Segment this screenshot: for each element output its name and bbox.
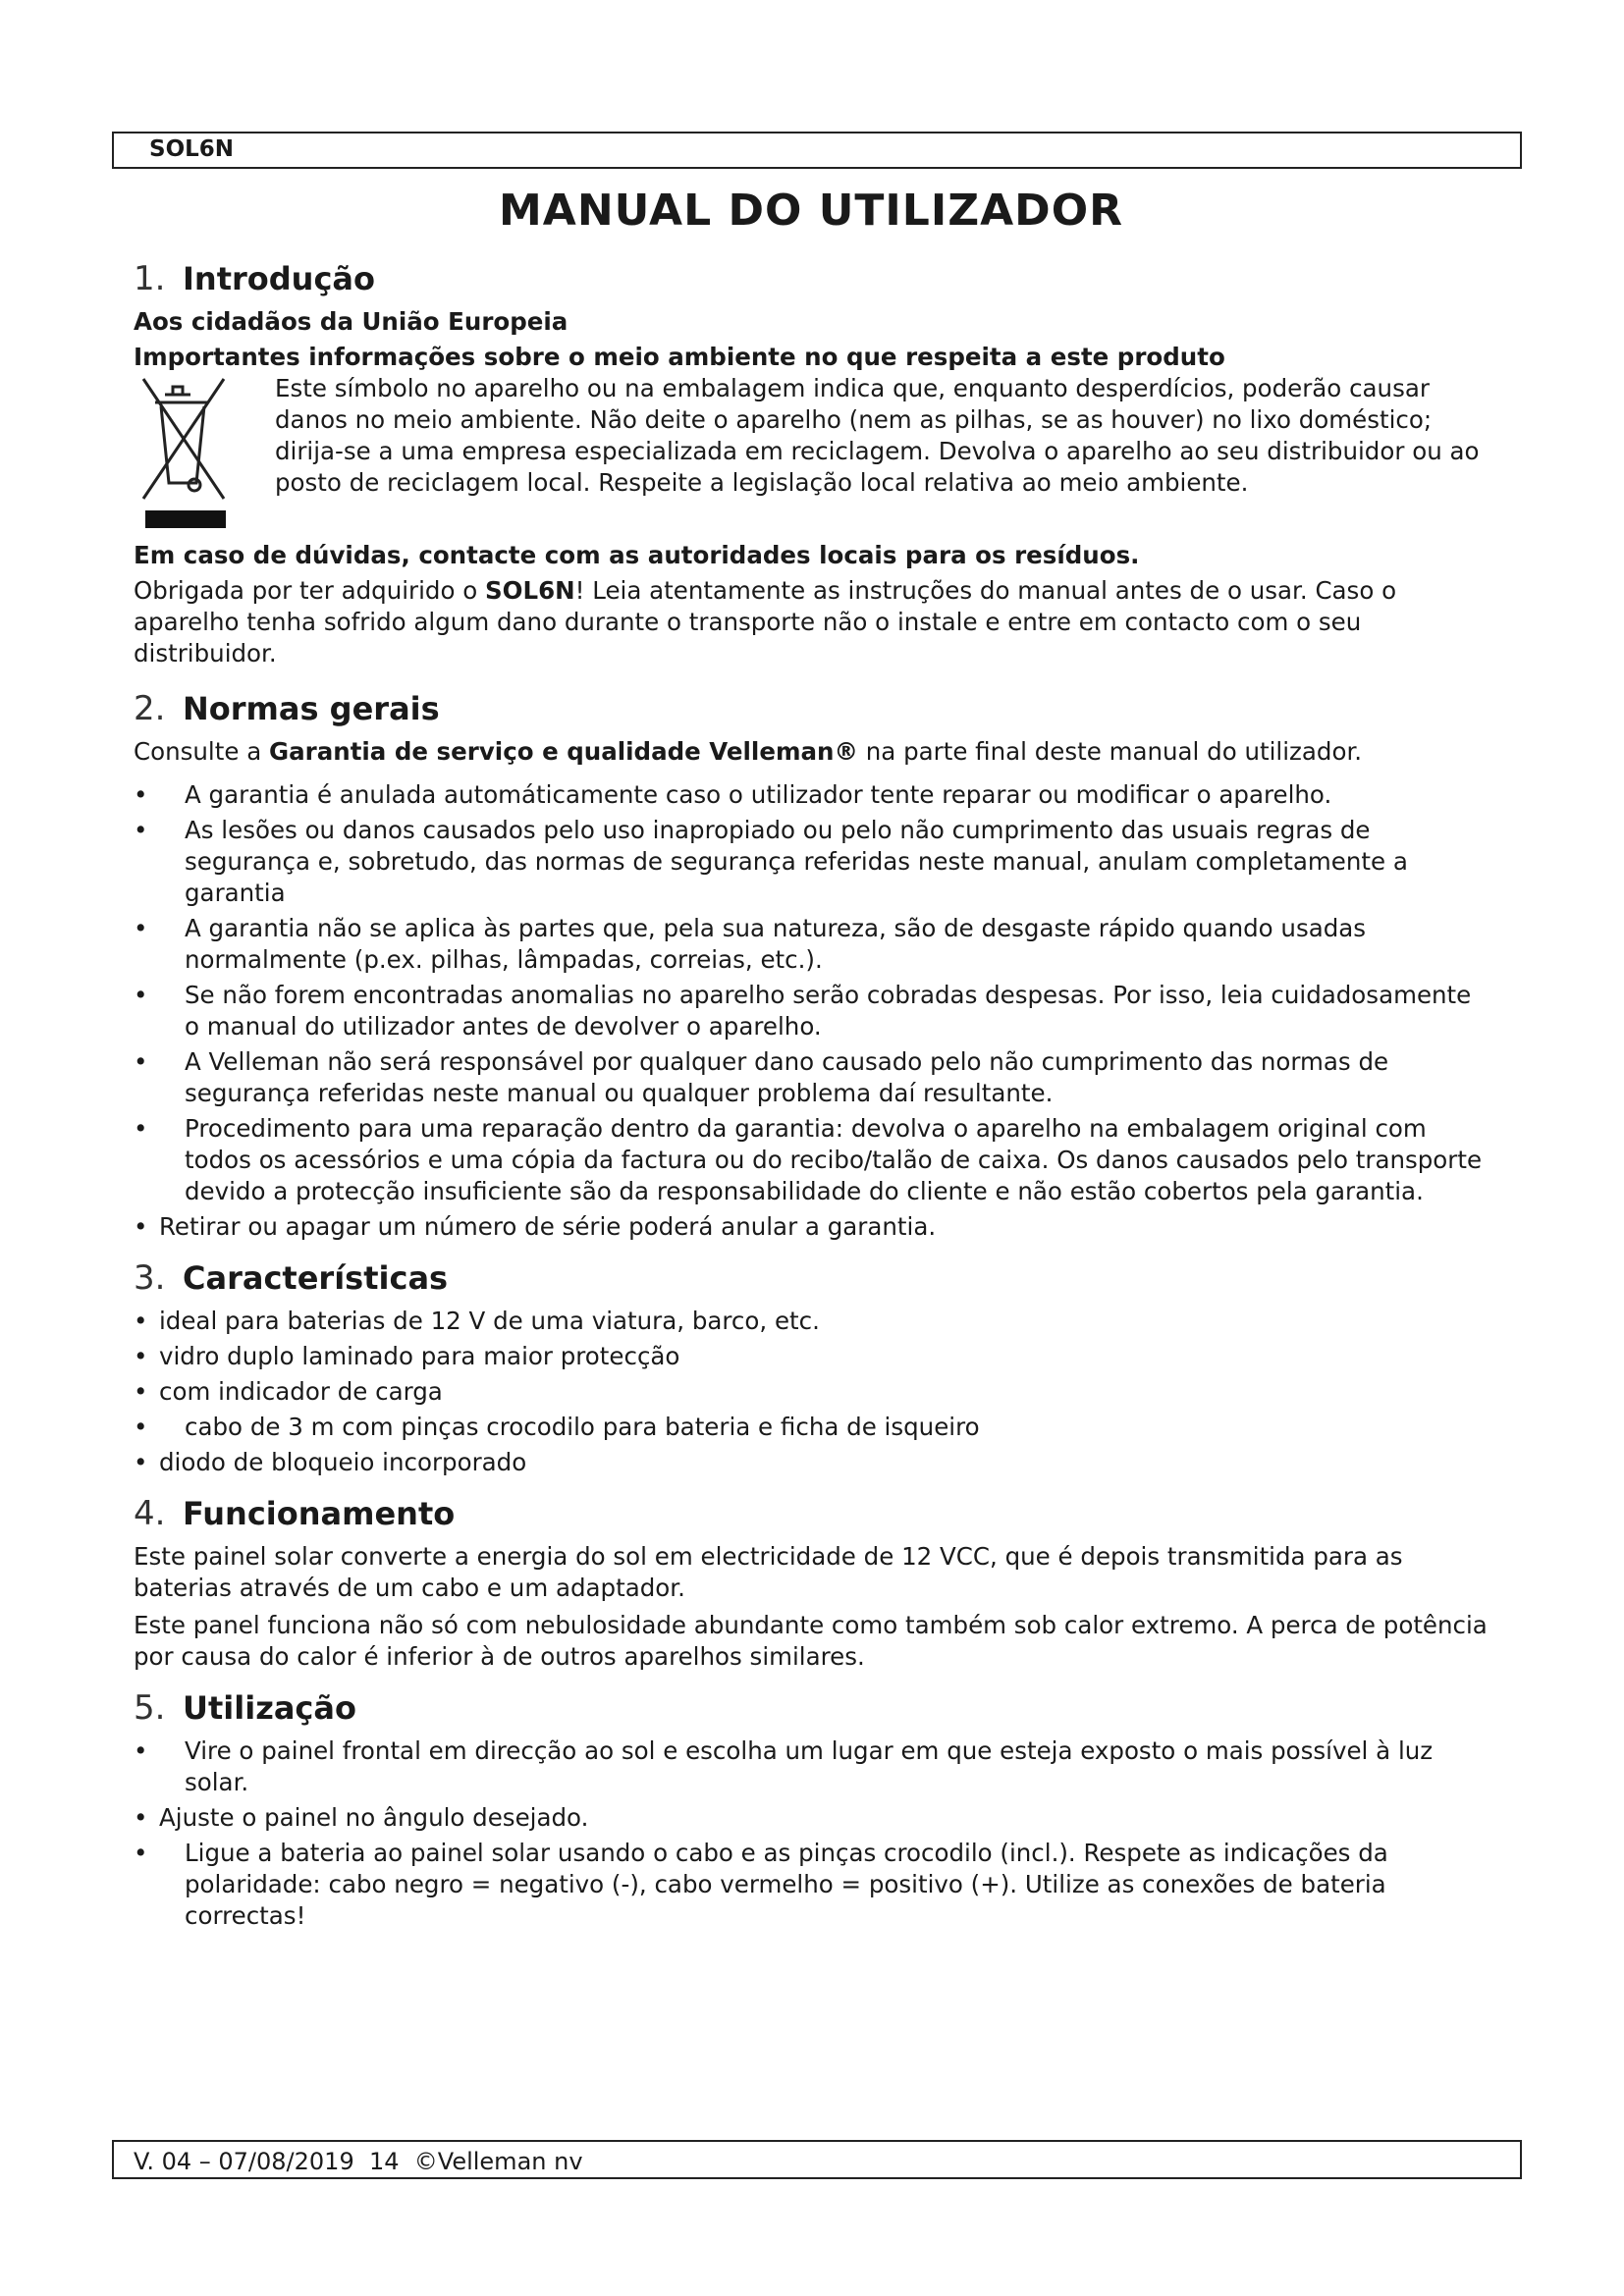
bullet: • [134, 1736, 148, 1765]
list-item [134, 1802, 1489, 1834]
bullet: • [134, 1413, 148, 1441]
list-item-text: Se não forem encontradas anomalias no aparelho serão cobradas despesas. Por isso, leia cuidadosamente o manual do utilizador antes de devolver o aparelho. [185, 981, 1472, 1041]
bullet: • [134, 1047, 148, 1076]
bullet: • [134, 1307, 148, 1335]
section-title: Introdução [183, 260, 375, 297]
list-item [134, 1447, 1489, 1478]
weee-notice [134, 373, 1489, 536]
warranty-intro-start: Consulte a [134, 737, 269, 766]
section-number: 1. [134, 259, 166, 298]
list-item [134, 980, 1489, 1042]
warranty-intro [134, 736, 1489, 768]
eu-heading: Aos cidadãos da União Europeia [134, 307, 568, 336]
section-heading-caracteristicas [134, 1256, 1489, 1300]
list-item-text: com indicador de carga [159, 1377, 443, 1406]
bullet: • [134, 1114, 148, 1143]
section-title: Funcionamento [183, 1495, 456, 1532]
operation-paragraph-2: Este panel funciona não só com nebulosidade abundante como também sob calor extremo. A perca de potência por causa do calor é inferior à de outros aparelhos similares. [134, 1611, 1488, 1671]
bullet: • [134, 1377, 148, 1406]
bullet: • [134, 780, 148, 809]
list-item [134, 1306, 1489, 1337]
bullet: • [134, 1448, 148, 1476]
operation-paragraph-1: Este painel solar converte a energia do sol em electricidade de 12 VCC, que é depois transmitida para as baterias através de um cabo e um adaptador. [134, 1542, 1403, 1602]
section-number: 2. [134, 689, 166, 728]
section-title: Utilização [183, 1689, 356, 1727]
section-title: Características [183, 1259, 449, 1297]
bullet: • [134, 1212, 148, 1241]
features-list [134, 1306, 1489, 1478]
list-item [134, 1113, 1489, 1207]
list-item-text: A Velleman não será responsável por qualquer dano causado pelo não cumprimento das normas de segurança referidas neste manual ou qualquer problema daí resultante. [185, 1047, 1389, 1107]
header-box [112, 132, 1522, 169]
weee-text: Este símbolo no aparelho ou na embalagem indica que, enquanto desperdícios, poderão causar danos no meio ambiente. Não deite o aparelho (nem as pilhas, se as houver) no lixo doméstico; dirija-se a uma empresa especializada em reciclagem. Devolva o aparelho ao seu distribuidor ou ao posto de reciclagem local. Respeite a legislação local relativa ao meio ambiente. [275, 374, 1480, 497]
bullet: • [134, 816, 148, 844]
bullet: • [134, 981, 148, 1009]
bullet: • [134, 1839, 148, 1867]
list-item [134, 779, 1489, 811]
list-item-text: vidro duplo laminado para maior protecção [159, 1342, 680, 1370]
list-item-text: ideal para baterias de 12 V de uma viatura, barco, etc. [159, 1307, 820, 1335]
section-heading-funcionamento [134, 1492, 1489, 1535]
list-item [134, 1341, 1489, 1372]
thanks-text-start: Obrigada por ter adquirido o [134, 576, 486, 605]
thanks-paragraph [134, 575, 1489, 669]
bullet: • [134, 914, 148, 942]
list-item-text: As lesões ou danos causados pelo uso inapropiado ou pelo não cumprimento das usuais regras de segurança e, sobretudo, das normas de segurança referidas neste manual, anulam completamente a garantia [185, 816, 1408, 907]
weee-bin-icon [134, 373, 275, 536]
list-item [134, 913, 1489, 976]
section-heading-utilizacao [134, 1686, 1489, 1730]
list-item [134, 1735, 1489, 1798]
section-heading-normas-gerais [134, 687, 1489, 730]
bullet: • [134, 1342, 148, 1370]
list-item [134, 1046, 1489, 1109]
thanks-model: SOL6N [485, 576, 575, 605]
list-item-text: A garantia é anulada automáticamente caso o utilizador tente reparar ou modificar o aparelho. [185, 780, 1332, 809]
usage-list [134, 1735, 1489, 1932]
section-number: 4. [134, 1494, 166, 1533]
list-item-text: Ajuste o painel no ângulo desejado. [159, 1803, 589, 1832]
document-body [134, 177, 1489, 1936]
list-item [134, 1412, 1489, 1443]
footer-text: V. 04 – 07/08/2019 14 ©Velleman nv [134, 2148, 583, 2175]
list-item-text: diodo de bloqueio incorporado [159, 1448, 527, 1476]
section-number: 3. [134, 1258, 166, 1298]
page-title: MANUAL DO UTILIZADOR [499, 186, 1123, 236]
list-item [134, 1838, 1489, 1932]
section-number: 5. [134, 1688, 166, 1728]
section-title: Normas gerais [183, 690, 440, 727]
list-item-text: Retirar ou apagar um número de série poderá anular a garantia. [159, 1212, 937, 1241]
environment-heading: Importantes informações sobre o meio ambiente no que respeita a este produto [134, 343, 1225, 371]
doubts-note: Em caso de dúvidas, contacte com as autoridades locais para os resíduos. [134, 541, 1140, 569]
model-label: SOL6N [149, 136, 235, 162]
list-item-text: A garantia não se aplica às partes que, pela sua natureza, são de desgaste rápido quando usadas normalmente (p.ex. pilhas, lâmpadas, correias, etc.). [185, 914, 1367, 974]
list-item-text: Vire o painel frontal em direcção ao sol e escolha um lugar em que esteja exposto o mais possível à luz solar. [185, 1736, 1434, 1796]
section-heading-introducao [134, 257, 1489, 300]
list-item-text: Procedimento para uma reparação dentro da garantia: devolva o aparelho na embalagem original com todos os acessórios e uma cópia da factura ou do recibo/talão de caixa. Os danos causados pelo transporte devido a protecção insuficiente são da responsabilidade do cliente e não estão cobertos pela garantia. [185, 1114, 1483, 1205]
list-item-text: cabo de 3 m com pinças crocodilo para bateria e ficha de isqueiro [185, 1413, 980, 1441]
bullet: • [134, 1803, 148, 1832]
warranty-intro-end: na parte final deste manual do utilizador. [857, 737, 1363, 766]
list-item [134, 1376, 1489, 1408]
list-item [134, 1211, 1489, 1243]
footer-box [112, 2140, 1522, 2179]
list-item-text: Ligue a bateria ao painel solar usando o cabo e as pinças crocodilo (incl.). Respete as indicações da polaridade: cabo negro = negativo (-), cabo vermelho = positivo (+). Utilize as conexões de bateria correctas! [185, 1839, 1388, 1930]
list-item [134, 815, 1489, 909]
thanks-text-end: ! Leia atentamente as instruções do manual antes de o usar. Caso o aparelho tenha sofrido algum dano durante o transporte não o instale e entre em contacto com o seu distribuidor. [134, 576, 1397, 667]
general-rules-list [134, 779, 1489, 1243]
warranty-intro-bold: Garantia de serviço e qualidade Velleman® [269, 737, 858, 766]
